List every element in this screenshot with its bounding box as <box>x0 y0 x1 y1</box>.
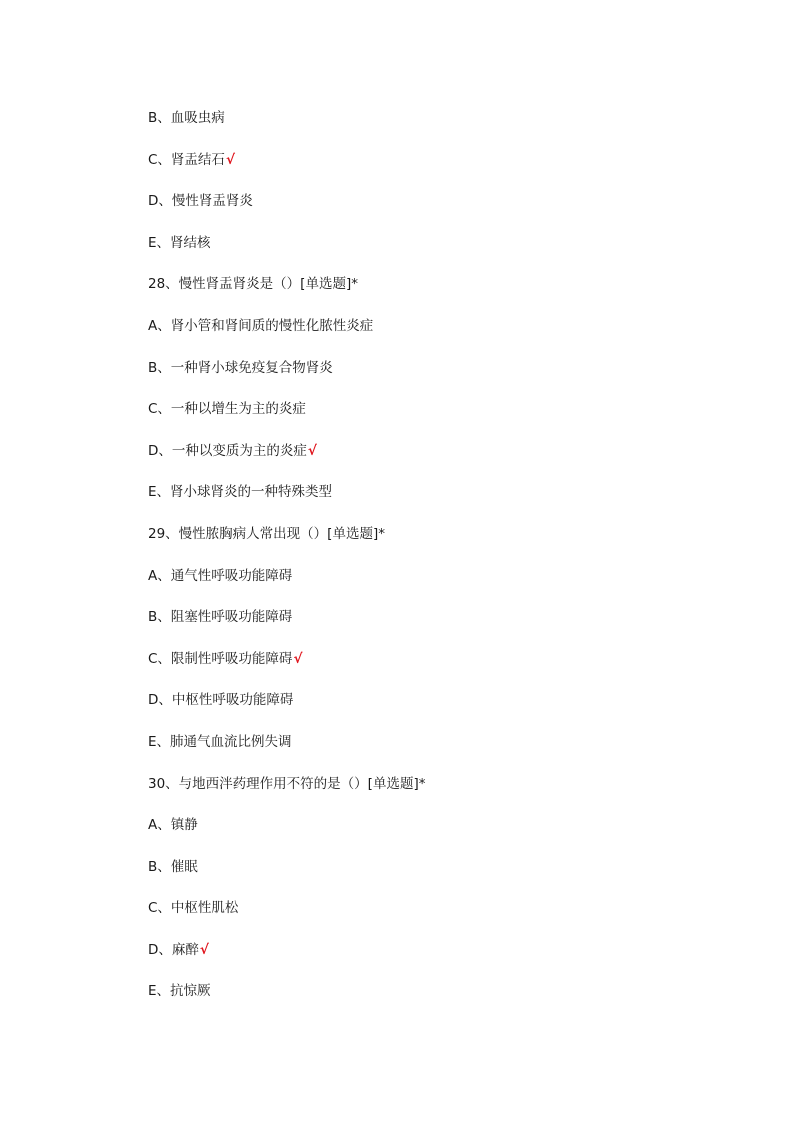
question-text <box>148 771 748 813</box>
answer-option <box>148 230 748 272</box>
line-text: C、肾盂结石 <box>148 151 225 168</box>
line-text: 29、慢性脓胸病人常出现（）[单选题]* <box>148 525 385 542</box>
answer-option <box>148 687 748 729</box>
line-text: E、肾小球肾炎的一种特殊类型 <box>148 484 333 501</box>
line-text: E、肺通气血流比例失调 <box>148 733 292 750</box>
line-text: C、中枢性肌松 <box>148 900 239 917</box>
line-text: D、慢性肾盂肾炎 <box>148 193 253 210</box>
line-text: D、麻醉 <box>148 941 199 958</box>
line-text: D、中枢性呼吸功能障碍 <box>148 692 294 709</box>
answer-option <box>148 937 748 979</box>
answer-option <box>148 479 748 521</box>
line-text: A、肾小管和肾间质的慢性化脓性炎症 <box>148 317 374 334</box>
answer-option <box>148 105 748 147</box>
line-text: B、血吸虫病 <box>148 110 225 126</box>
answer-option <box>148 729 748 771</box>
line-text: E、肾结核 <box>148 234 211 251</box>
answer-option <box>148 438 748 480</box>
correct-checkmark-icon: √ <box>225 151 235 168</box>
line-text: 28、慢性肾盂肾炎是（）[单选题]* <box>148 276 358 293</box>
line-text: B、一种肾小球免疫复合物肾炎 <box>148 359 333 376</box>
line-text: B、阻塞性呼吸功能障碍 <box>148 609 293 626</box>
line-text: A、通气性呼吸功能障碍 <box>148 567 293 584</box>
answer-option <box>148 313 748 355</box>
answer-option <box>148 147 748 189</box>
answer-option <box>148 812 748 854</box>
answer-option <box>148 396 748 438</box>
line-text: D、一种以变质为主的炎症 <box>148 442 307 459</box>
line-text: E、抗惊厥 <box>148 983 211 1000</box>
answer-option <box>148 563 748 605</box>
answer-option <box>148 895 748 937</box>
question-text <box>148 521 748 563</box>
answer-option <box>148 978 748 1020</box>
document-page <box>148 105 748 1020</box>
answer-option <box>148 188 748 230</box>
correct-checkmark-icon: √ <box>307 442 317 459</box>
answer-option <box>148 646 748 688</box>
line-text: C、限制性呼吸功能障碍 <box>148 650 293 667</box>
line-text: B、催眠 <box>148 858 198 875</box>
line-text: A、镇静 <box>148 817 198 834</box>
correct-checkmark-icon: √ <box>293 650 303 667</box>
answer-option <box>148 355 748 397</box>
answer-option <box>148 854 748 896</box>
correct-checkmark-icon: √ <box>199 941 209 958</box>
question-text <box>148 271 748 313</box>
line-text: 30、与地西泮药理作用不符的是（）[单选题]* <box>148 775 426 792</box>
answer-option <box>148 604 748 646</box>
line-text: C、一种以增生为主的炎症 <box>148 401 306 418</box>
